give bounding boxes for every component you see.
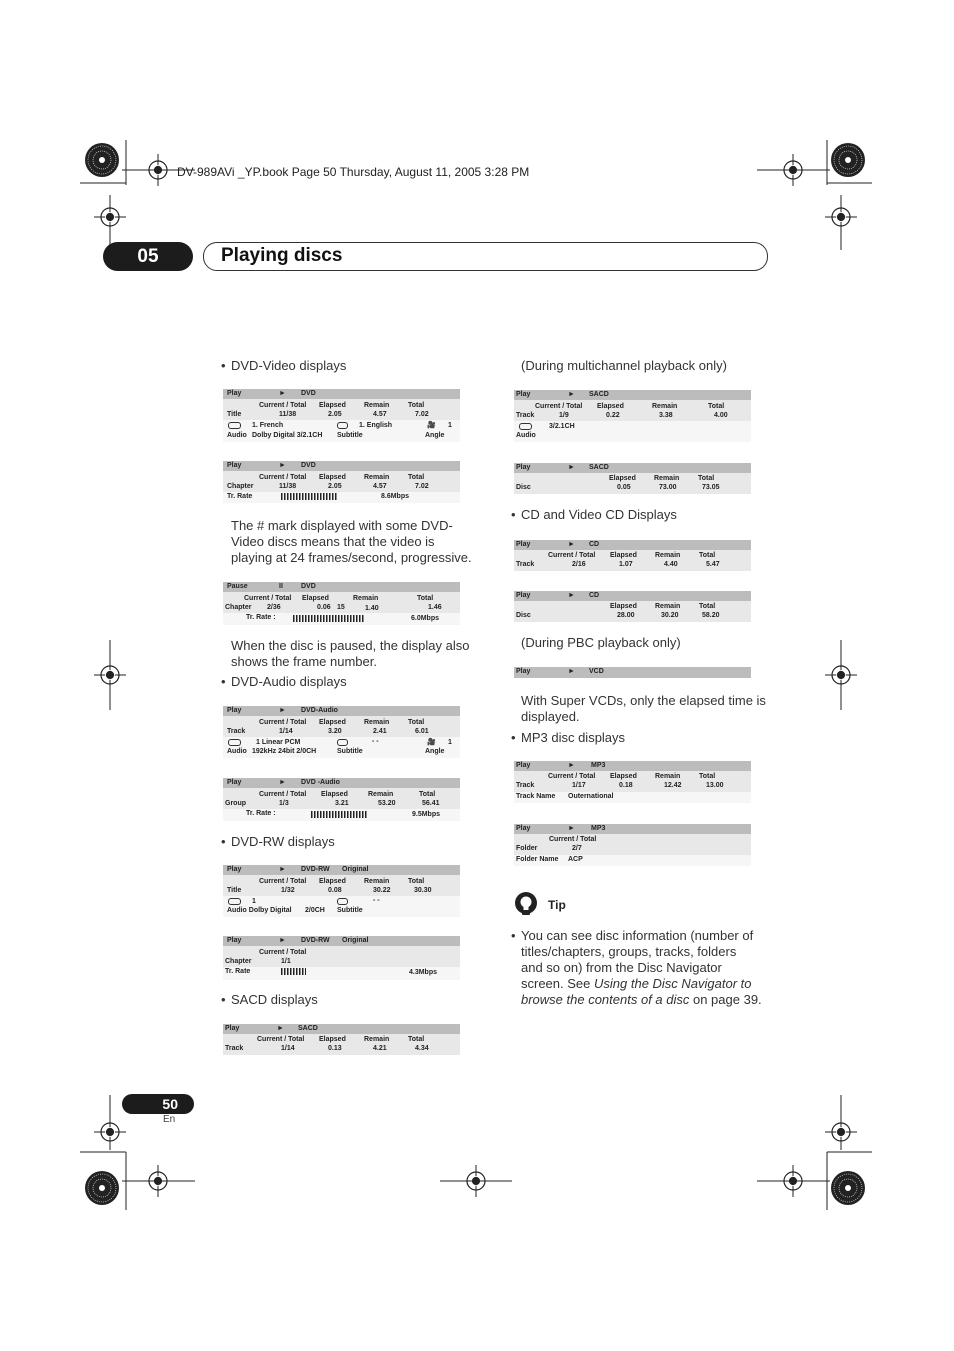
row-label: Tr. Rate :: [246, 810, 276, 817]
col-head: Elapsed: [319, 719, 346, 726]
value: 1/1: [281, 958, 291, 965]
row-label: Audio: [227, 432, 247, 439]
state: Play: [227, 390, 242, 397]
value: ACP: [568, 856, 583, 863]
line: With Super VCDs, only the elapsed time is: [521, 693, 766, 708]
value: 2/0CH: [305, 907, 325, 914]
value: 1: [448, 739, 452, 746]
text: on page 39.: [689, 992, 762, 1007]
pause-icon: II: [279, 583, 283, 590]
play-icon: ►: [568, 541, 575, 548]
disc-type: MP3: [591, 762, 606, 769]
value: 0.22: [606, 412, 620, 419]
bullet-sacd: • SACD displays: [231, 992, 318, 1007]
link-text: Using the Disc Navigator to: [594, 976, 752, 991]
display-panel-dvdrw-chapter: [223, 936, 460, 980]
value: 3/2.1CH: [549, 423, 575, 430]
page-language: En: [163, 1114, 176, 1125]
disc-type: DVD: [301, 462, 316, 469]
multichannel-note: (During multichannel playback only): [521, 358, 727, 373]
display-panel-cd-track: [514, 540, 751, 571]
value: 4.57: [373, 411, 387, 418]
value: 1: [448, 422, 452, 429]
col-head: Remain: [652, 403, 678, 410]
display-panel-dvdaudio-group: [223, 778, 460, 821]
value: 1/32: [281, 887, 295, 894]
value: 2/36: [267, 604, 281, 611]
col-head: Total: [408, 719, 425, 726]
value: 3.38: [659, 412, 673, 419]
state: Play: [516, 541, 531, 548]
col-head: Elapsed: [610, 773, 637, 780]
value: 6.0Mbps: [411, 615, 440, 622]
col-head: Remain: [364, 878, 390, 885]
col-head: Total: [699, 773, 716, 780]
display-panel-dvdrw-title: [223, 865, 460, 917]
line: shows the frame number.: [231, 654, 377, 669]
value: 1. French: [252, 422, 284, 429]
value: 4.57: [373, 483, 387, 490]
row-label: Track Name: [516, 793, 556, 800]
col-head: Current / Total: [259, 949, 307, 956]
bitrate-bar: [281, 493, 338, 500]
disc-type: SACD: [589, 464, 609, 471]
value: 7.02: [415, 483, 429, 490]
col-head: Current / Total: [548, 773, 596, 780]
audio-icon: [228, 422, 241, 429]
page-number: 50: [162, 1096, 178, 1112]
value: 4.21: [373, 1045, 387, 1052]
value: - -: [372, 738, 379, 745]
line: displayed.: [521, 709, 580, 724]
subtitle-icon: [337, 739, 348, 746]
value: 4.3Mbps: [409, 969, 438, 976]
play-icon: ►: [279, 390, 286, 397]
value: 56.41: [422, 800, 440, 807]
col-head: Remain: [364, 474, 390, 481]
value: 9.5Mbps: [412, 811, 441, 818]
col-head: Total: [708, 403, 725, 410]
value: 6.01: [415, 728, 429, 735]
row-label: Folder: [516, 845, 538, 852]
col-head: Current / Total: [548, 552, 596, 559]
display-panel-sacd-multich: [514, 390, 751, 442]
bitrate-bar: [293, 615, 365, 622]
value: 2.41: [373, 728, 387, 735]
display-panel-dvd-title: [223, 389, 460, 442]
row-label: Track: [516, 561, 535, 568]
col-head: Elapsed: [610, 552, 637, 559]
col-head: Elapsed: [319, 402, 346, 409]
col-head: Total: [417, 595, 434, 602]
col-head: Elapsed: [597, 403, 624, 410]
col-head: Elapsed: [302, 595, 329, 602]
col-head: Remain: [364, 1036, 390, 1043]
value: 13.00: [706, 782, 724, 789]
col-head: Total: [699, 552, 716, 559]
col-head: Current / Total: [257, 1036, 305, 1043]
play-icon: ►: [279, 779, 286, 786]
value: 7.02: [415, 411, 429, 418]
display-panel-sacd-disc: [514, 463, 751, 494]
value: 30.30: [414, 887, 432, 894]
col-head: Current / Total: [244, 595, 292, 602]
line: [521, 992, 762, 1008]
col-head: Elapsed: [319, 878, 346, 885]
paragraph-pause: [231, 638, 469, 670]
value: 1/9: [559, 412, 569, 419]
row-label: Track: [227, 728, 246, 735]
col-head: Total: [698, 475, 715, 482]
play-icon: ►: [568, 668, 575, 675]
col-head: Total: [408, 1036, 425, 1043]
value: 2/7: [572, 845, 582, 852]
audio-icon: [519, 423, 532, 430]
value: 12.42: [664, 782, 682, 789]
bullet-dvd-rw: • DVD-RW displays: [231, 834, 335, 849]
row-label: Audio: [227, 748, 247, 755]
page-number-badge: [122, 1094, 194, 1114]
play-icon: ►: [279, 462, 286, 469]
bitrate-bar: [311, 811, 367, 818]
value: 1/17: [572, 782, 586, 789]
display-panel-dvdaudio-track: [223, 706, 460, 758]
value: 1/14: [281, 1045, 295, 1052]
col-head: Remain: [364, 719, 390, 726]
value: 4.40: [664, 561, 678, 568]
value: 1/14: [279, 728, 293, 735]
value: 11/38: [279, 411, 297, 418]
pbc-note: (During PBC playback only): [521, 635, 681, 650]
display-panel-vcd: [514, 667, 751, 678]
col-head: Elapsed: [609, 475, 636, 482]
frame-number: 15: [337, 604, 345, 611]
value: 192kHz 24bit 2/0CH: [252, 748, 317, 755]
line: titles/chapters, groups, tracks, folders: [521, 944, 737, 959]
play-icon: ►: [277, 1025, 284, 1032]
display-panel-dvd-chapter: [223, 461, 460, 503]
col-head: Elapsed: [319, 1036, 346, 1043]
display-panel-sacd-track: [223, 1024, 460, 1055]
angle-icon: 🎥: [427, 739, 436, 746]
audio-icon: [228, 898, 241, 905]
state: Play: [227, 707, 242, 714]
paragraph-svcd: [521, 693, 766, 725]
value: 0.05: [617, 484, 631, 491]
disc-type: SACD: [298, 1025, 318, 1032]
row-label: Tr. Rate: [227, 493, 253, 500]
value: 1.46: [428, 604, 442, 611]
disc-type: DVD-Audio: [301, 707, 338, 714]
disc-type: SACD: [589, 391, 609, 398]
col-head: Elapsed: [319, 474, 346, 481]
link-text: browse the contents of a disc: [521, 992, 690, 1007]
row-label: Angle: [425, 432, 445, 439]
line: You can see disc information (number of: [521, 928, 754, 943]
disc-type: MP3: [591, 825, 606, 832]
row-label: Track: [516, 412, 535, 419]
disc-type: VCD: [589, 668, 604, 675]
row-label: Chapter: [227, 483, 254, 490]
value: 5.47: [706, 561, 720, 568]
bullet-dvd-audio: • DVD-Audio displays: [231, 674, 347, 689]
value: 28.00: [617, 612, 635, 619]
audio-icon: [228, 739, 241, 746]
state: Play: [516, 592, 531, 599]
col-head: Total: [408, 474, 425, 481]
state: Play: [516, 391, 531, 398]
value: 1 Linear PCM: [256, 739, 301, 746]
state: Play: [227, 937, 242, 944]
record-mode: Original: [342, 937, 369, 944]
line: When the disc is paused, the display also: [231, 638, 470, 653]
col-head: Current / Total: [259, 474, 307, 481]
display-panel-mp3-track: [514, 761, 751, 803]
row-label: Subtitle: [337, 432, 363, 439]
col-head: Current / Total: [259, 791, 307, 798]
row-label: Track: [225, 1045, 244, 1052]
row-label: Folder Name: [516, 856, 559, 863]
value: 73.00: [659, 484, 677, 491]
record-mode: Original: [342, 866, 369, 873]
value: 2.05: [328, 411, 342, 418]
value: 4.00: [714, 412, 728, 419]
state: Play: [225, 1025, 240, 1032]
line: The # mark displayed with some DVD-: [231, 518, 453, 533]
subtitle-icon: [337, 422, 348, 429]
value: - -: [373, 897, 380, 904]
state: Play: [516, 668, 531, 675]
row-label: Group: [225, 800, 246, 807]
row-label: Audio: [516, 432, 536, 439]
state: Pause: [227, 583, 248, 590]
col-head: Total: [419, 791, 436, 798]
value: 53.20: [378, 800, 396, 807]
tip-heading: Tip: [548, 898, 566, 912]
value: 3.21: [335, 800, 349, 807]
value: Dolby Digital 3/2.1CH: [252, 432, 323, 439]
col-head: Current / Total: [259, 719, 307, 726]
col-head: Elapsed: [321, 791, 348, 798]
row-label: Disc: [516, 484, 531, 491]
value: 30.20: [661, 612, 679, 619]
row-label: Chapter: [225, 958, 252, 965]
play-icon: ►: [279, 707, 286, 714]
state: Play: [227, 779, 242, 786]
subtitle-icon: [337, 898, 348, 905]
col-head: Current / Total: [535, 403, 583, 410]
line: and so on) from the Disc Navigator: [521, 960, 722, 975]
disc-type: DVD: [301, 390, 316, 397]
col-head: Current / Total: [549, 836, 597, 843]
lightbulb-icon: [512, 890, 540, 918]
state: Play: [516, 825, 531, 832]
play-icon: ►: [568, 464, 575, 471]
value: 1/3: [279, 800, 289, 807]
value: 11/38: [279, 483, 297, 490]
row-label: Tr. Rate :: [246, 614, 276, 621]
state: Play: [516, 762, 531, 769]
play-icon: ►: [568, 592, 575, 599]
line: Video discs means that the video is: [231, 534, 435, 549]
value: 0.06: [317, 604, 331, 611]
value: 73.05: [702, 484, 720, 491]
disc-type: DVD -Audio: [301, 779, 340, 786]
col-head: Remain: [654, 475, 680, 482]
state: Play: [227, 462, 242, 469]
play-icon: ►: [568, 391, 575, 398]
state: Play: [516, 464, 531, 471]
row-label: Audio Dolby Digital: [227, 907, 292, 914]
col-head: Remain: [655, 552, 681, 559]
value: 3.20: [328, 728, 342, 735]
value: 2.05: [328, 483, 342, 490]
row-label: Chapter: [225, 604, 252, 611]
value: 1.40: [365, 605, 379, 612]
value: Outernational: [568, 793, 614, 800]
value: 1. English: [359, 422, 393, 429]
display-panel-dvd-pause: [223, 582, 460, 625]
disc-type: DVD-RW: [301, 866, 330, 873]
value: 4.34: [415, 1045, 429, 1052]
display-panel-mp3-folder: [514, 824, 751, 866]
value: 2/16: [572, 561, 586, 568]
row-label: Angle: [425, 748, 445, 755]
row-label: Subtitle: [337, 907, 363, 914]
text: screen. See: [521, 976, 594, 991]
play-icon: ►: [568, 825, 575, 832]
row-label: Title: [227, 887, 242, 894]
line: [521, 976, 762, 992]
play-icon: ►: [279, 866, 286, 873]
col-head: Total: [408, 402, 425, 409]
disc-type: DVD: [301, 583, 316, 590]
value: 8.6Mbps: [381, 493, 410, 500]
value: 0.18: [619, 782, 633, 789]
row-label: Subtitle: [337, 748, 363, 755]
row-label: Tr. Rate: [225, 968, 251, 975]
play-icon: ►: [279, 937, 286, 944]
col-head: Remain: [655, 603, 681, 610]
paragraph-mark: [231, 518, 472, 566]
value: 1: [252, 898, 256, 905]
row-label: Disc: [516, 612, 531, 619]
row-label: Title: [227, 411, 242, 418]
col-head: Remain: [368, 791, 394, 798]
bitrate-bar: [281, 968, 306, 975]
value: 0.08: [328, 887, 342, 894]
tip-text: [511, 928, 762, 1008]
state: Play: [227, 866, 242, 873]
col-head: Remain: [364, 402, 390, 409]
bullet-marker: •: [511, 928, 516, 943]
col-head: Current / Total: [259, 402, 307, 409]
chapter-title: Playing discs: [221, 245, 343, 266]
col-head: Elapsed: [610, 603, 637, 610]
col-head: Remain: [655, 773, 681, 780]
value: 30.22: [373, 887, 391, 894]
bullet-dvd-video: • DVD-Video displays: [231, 358, 346, 373]
value: 1.07: [619, 561, 633, 568]
value: 58.20: [702, 612, 720, 619]
bullet-cd-vcd: • CD and Video CD Displays: [521, 507, 677, 522]
col-head: Current / Total: [259, 878, 307, 885]
angle-icon: 🎥: [427, 422, 436, 429]
line: playing at 24 frames/second, progressive.: [231, 550, 472, 565]
play-icon: ►: [568, 762, 575, 769]
row-label: Track: [516, 782, 535, 789]
disc-type: CD: [589, 592, 600, 599]
col-head: Total: [699, 603, 716, 610]
value: 0.13: [328, 1045, 342, 1052]
col-head: Total: [408, 878, 425, 885]
col-head: Remain: [353, 595, 379, 602]
disc-type: CD: [589, 541, 600, 548]
disc-type: DVD-RW: [301, 937, 330, 944]
book-header-line: DV-989AVi _YP.book Page 50 Thursday, August 11, 2005 3:28 PM: [177, 165, 530, 179]
chapter-title-box: [203, 242, 768, 271]
chapter-number-badge: 05: [103, 242, 193, 271]
bullet-mp3: • MP3 disc displays: [521, 730, 625, 745]
display-panel-cd-disc: [514, 591, 751, 622]
